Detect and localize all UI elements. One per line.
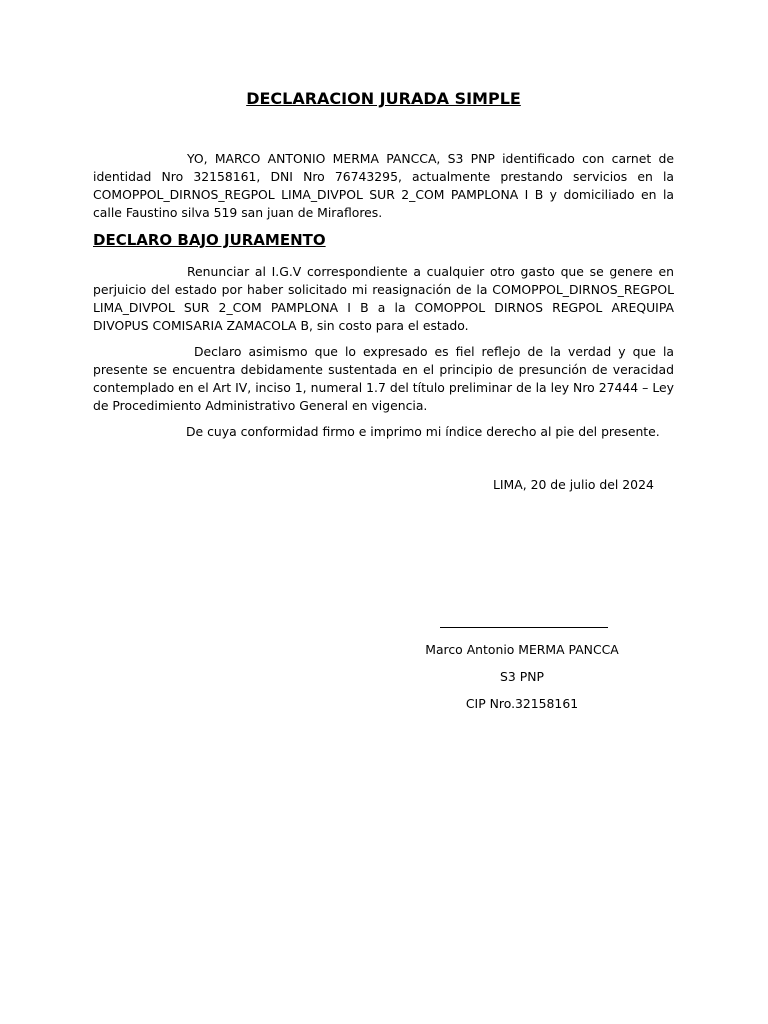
signatory-name: Marco Antonio MERMA PANCCA <box>425 642 619 657</box>
date-line: LIMA, 20 de julio del 2024 <box>493 477 654 492</box>
signatory-cip: CIP Nro.32158161 <box>465 696 579 711</box>
conformidad-paragraph: De cuya conformidad firmo e imprimo mi índice derecho al pie del presente. <box>186 424 660 439</box>
document-title: DECLARACION JURADA SIMPLE <box>246 89 521 108</box>
signatory-rank: S3 PNP <box>500 669 544 684</box>
intro-paragraph: YO, MARCO ANTONIO MERMA PANCCA, S3 PNP identificado con carnet de identidad Nro 32158161, DNI Nro 76743295, actualmente prestando servicios en la COMOPPOL_DIRNOS_REGPOL LIMA_DIVPOL SUR 2_COM PAMPLONA I B y domiciliado en la calle Faustino silva 519 san juan de Miraflores. <box>93 151 674 220</box>
section-heading: DECLARO BAJO JURAMENTO <box>93 231 326 249</box>
renuncia-paragraph: Renunciar al I.G.V correspondiente a cualquier otro gasto que se genere en perjuicio del estado por haber solicitado mi reasignación de la COMOPPOL_DIRNOS_REGPOL LIMA_DIVPOL SUR 2_COM PAMPLONA I B a la COMOPPOL DIRNOS REGPOL AREQUIPA DIVOPUS COMISARIA ZAMACOLA B, sin costo para el estado. <box>93 264 674 333</box>
signature-line <box>440 627 608 628</box>
declaro-paragraph: Declaro asimismo que lo expresado es fiel reflejo de la verdad y que la presente se encuentra debidamente sustentada en el principio de presunción de veracidad contemplado en el Art IV, inciso 1, numeral 1.7 del título preliminar de la ley Nro 27444 – Ley de Procedimiento Administrativo General en vigencia. <box>93 344 674 413</box>
